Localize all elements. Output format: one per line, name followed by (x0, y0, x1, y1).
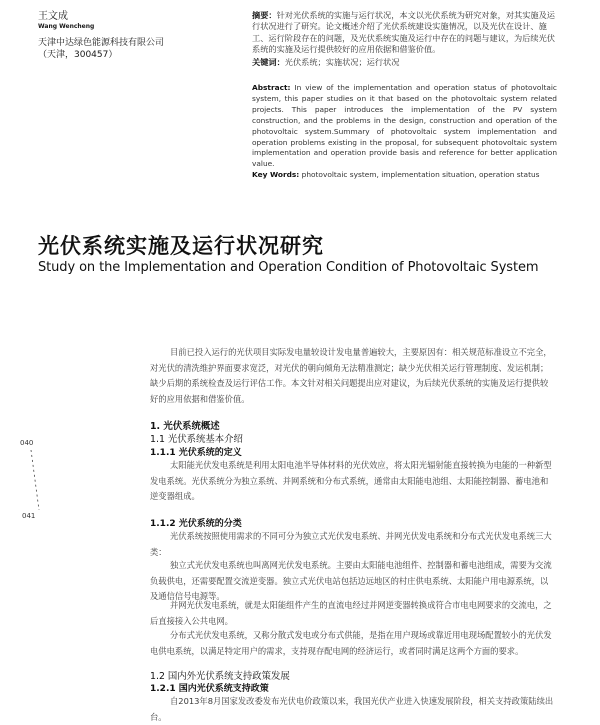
section-heading-1-2: 1.2 国内外光伏系统支持政策发展 (150, 671, 290, 682)
page-divider-dashes (29, 448, 43, 512)
keywords-en: photovoltaic system, implementation situation, operation status (301, 170, 540, 180)
classification-paragraph: 光伏系统按照使用需求的不同可分为独立式光伏发电系统、并网光伏发电系统和分布式光伏发电系统三大类： (150, 531, 552, 557)
author-institution: 天津中达绿色能源科技有限公司 (38, 38, 165, 48)
author-name-en: Wang Wencheng (38, 23, 95, 30)
section-heading-1-1-2: 1.1.2 光伏系统的分类 (150, 519, 242, 529)
keywords-cn-label: 关键词： (252, 56, 285, 67)
distributed-system-paragraph: 分布式光伏发电系统，又称分散式发电或分布式供能，是指在用户现场或靠近用电现场配置较小的光伏发电供电系统，以满足特定用户的需求，支持现存配电网的经济运行，或者同时满足这两个方面的要求。 (150, 630, 552, 656)
keywords-en-label: Key Words: (252, 170, 300, 180)
grid-system-paragraph: 并网光伏发电系统，就是太阳能组件产生的直流电经过并网逆变器转换成符合市电电网要求的交流电，之后直接接入公共电网。 (150, 600, 552, 626)
independent-system-paragraph: 独立式光伏发电系统也叫离网光伏发电系统。主要由太阳能电池组件、控制器和蓄电池组成，需要为交流负载供电，还需要配置交流逆变器。独立式光伏电站包括边远地区的村庄供电系统、太阳能户用电源系统，以及通信信号电源等。 (150, 560, 552, 601)
abstract-cn (252, 10, 557, 68)
paper-title-en: Study on the Implementation and Operation Condition of Photovoltaic System (38, 260, 539, 275)
keywords-cn: 光伏系统；实施状况；运行状况 (284, 56, 400, 67)
abstract-cn-text: 针对光伏系统的实施与运行状况，本文以光伏系统为研究对象，对其实施及运行状况进行了研究。论文概述介绍了光伏系统建设实施情况，以及光伏在设计、施工、运行阶段存在的问题，及光伏系统实施及运行中存在的问题与建议，为后续光伏系统的实施及运行提供较好的应用依据和借鉴价值。 (252, 10, 555, 55)
page-number-left: 040 (20, 439, 34, 447)
policy-paragraph: 自2013年8月国家发改委发布光伏电价政策以来，我国光伏产业进入快速发展阶段，相关支持政策陆续出台。 (150, 696, 554, 722)
author-address: （天津，300457） (38, 50, 118, 60)
section-heading-1-1-1: 1.1.1 光伏系统的定义 (150, 448, 242, 458)
section-heading-1: 1. 光伏系统概述 (150, 421, 220, 432)
section-heading-1-1: 1.1 光伏系统基本介绍 (150, 434, 243, 445)
author-name-cn: 王文成 (38, 11, 68, 22)
abstract-en-text: In view of the implementation and operation status of photovoltaic system, this paper studies on it that based on the photovoltaic system related projects. This paper introduces the implementation of the PV system construction, and the problems in the design, construction and operation of the photovoltaic system.Summary of photovoltaic system implementation and operation problems existing in the proposal, for subsequent photovoltaic system implementation and operation provide basis and reference for better application value. (252, 83, 557, 169)
section-heading-1-2-1: 1.2.1 国内光伏系统支持政策 (150, 684, 269, 694)
abstract-en-label: Abstract: (252, 83, 291, 92)
intro-paragraph: 目前已投入运行的光伏项目实际发电量较设计发电量普遍较大，主要原因有：相关规范标准设立不完全，对光伏的清洗维护界面要求宽泛，对光伏的朝向倾角无法精准测定；缺少光伏相关运行管理制度、发运机制；缺少后期的系统检查及运行评估工作。本文针对相关问题提出应对建议，为后续光伏系统的实施及运行提供较好的应用依据和借鉴价值。 (150, 347, 552, 404)
page-number-right: 041 (22, 512, 36, 520)
paper-title-cn: 光伏系统实施及运行状况研究 (38, 234, 324, 258)
abstract-cn-label: 摘要： (252, 10, 277, 20)
abstract-en (252, 83, 557, 181)
author-block (38, 10, 238, 61)
definition-paragraph: 太阳能光伏发电系统是利用太阳电池半导体材料的光伏效应，将太阳光辐射能直接转换为电能的一种新型发电系统。光伏系统分为独立系统、并网系统和分布式系统，通常由太阳能电池组、太阳能控制器、蓄电池和逆变器组成。 (150, 460, 552, 501)
